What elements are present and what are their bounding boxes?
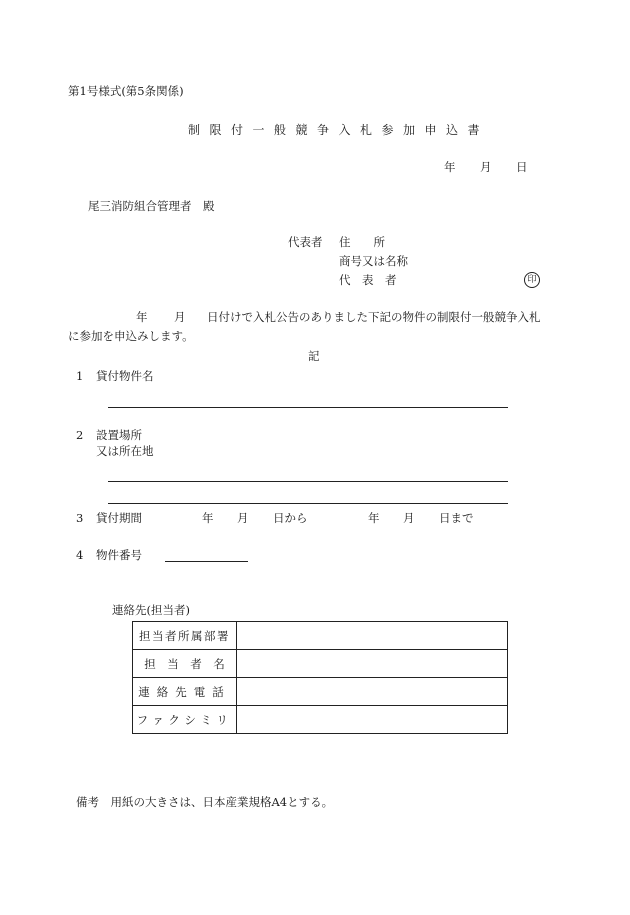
- seal-mark: 印: [524, 272, 540, 288]
- contact-dept-field[interactable]: [237, 622, 508, 650]
- table-row: [133, 706, 508, 734]
- item1-label: 貸付物件名: [96, 369, 154, 383]
- period-to-month: 月: [403, 511, 415, 525]
- item1-underline: [108, 407, 508, 408]
- date-month-label: 月: [480, 160, 492, 174]
- representative-name-label: 代 表 者: [339, 273, 397, 287]
- table-row: [133, 678, 508, 706]
- contact-dept-label: 担当者所属部署: [133, 622, 237, 650]
- table-row: [133, 622, 508, 650]
- document-title: 制限付一般競争入札参加申込書: [188, 123, 490, 137]
- item4-underline: [165, 561, 248, 562]
- contact-phone-label: 連絡先電話: [133, 678, 237, 706]
- addressee: 尾三消防組合管理者 殿: [88, 199, 215, 213]
- item2-number: 2: [76, 428, 84, 442]
- period-from-month: 月: [237, 511, 249, 525]
- item2-label-line2: 又は所在地: [96, 444, 154, 458]
- ki-heading: 記: [308, 349, 320, 363]
- contact-heading: 連絡先(担当者): [112, 603, 190, 617]
- note: 備考 用紙の大きさは、日本産業規格A4とする。: [76, 795, 334, 809]
- contact-table: [132, 621, 508, 734]
- body-month-label: 月: [174, 310, 186, 324]
- item3-label: 貸付期間: [96, 511, 142, 525]
- body-text-line1: 日付けで入札公告のありました下記の物件の制限付一般競争入札: [207, 310, 541, 324]
- address-label: 住 所: [339, 235, 385, 249]
- trade-name-label: 商号又は名称: [339, 254, 408, 268]
- period-from-year: 年: [202, 511, 214, 525]
- contact-name-label: 担 当 者 名: [133, 650, 237, 678]
- period-from-day: 日から: [273, 511, 308, 525]
- form-number: 第1号様式(第5条関係): [68, 84, 184, 98]
- item3-number: 3: [76, 511, 84, 525]
- item2-underline-2: [108, 503, 508, 504]
- item4-label: 物件番号: [96, 548, 142, 562]
- date-year-label: 年: [444, 160, 456, 174]
- contact-fax-label: ファクシミリ: [133, 706, 237, 734]
- item1-number: 1: [76, 369, 84, 383]
- period-to-day: 日まで: [439, 511, 474, 525]
- period-to-year: 年: [368, 511, 380, 525]
- item2-underline-1: [108, 481, 508, 482]
- table-row: [133, 650, 508, 678]
- contact-phone-field[interactable]: [237, 678, 508, 706]
- body-year-label: 年: [136, 310, 148, 324]
- item2-label: 設置場所: [96, 428, 142, 442]
- contact-fax-field[interactable]: [237, 706, 508, 734]
- body-text-line2: に参加を申込みします。: [68, 329, 194, 343]
- representative-heading: 代表者: [288, 235, 323, 249]
- item4-number: 4: [76, 548, 84, 562]
- contact-name-field[interactable]: [237, 650, 508, 678]
- date-day-label: 日: [516, 160, 528, 174]
